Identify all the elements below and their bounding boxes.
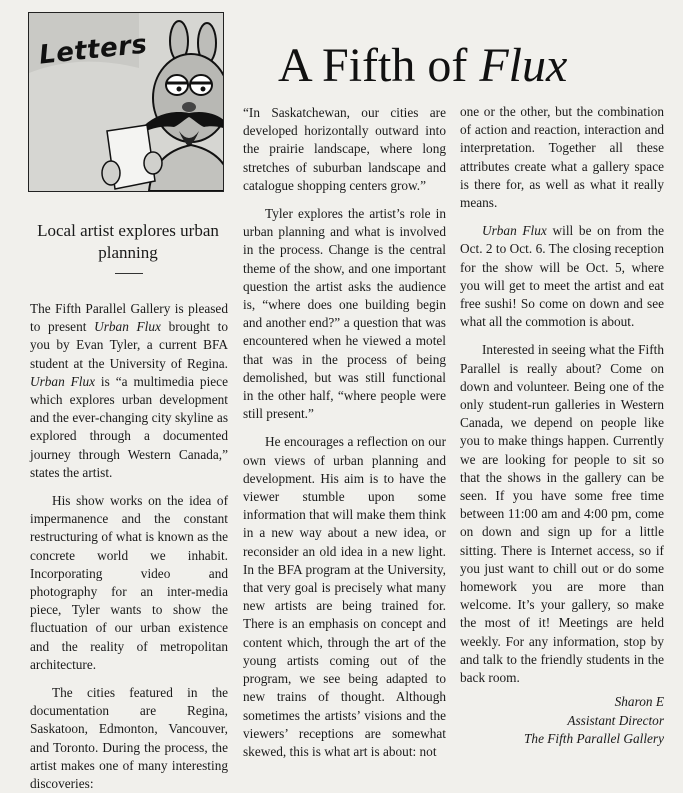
paragraph: The cities featured in the documentation are Regina, Saskatoon, Edmonton, Vancouver, and Toronto. During the process, the artist makes one of many interesting discoveries: bbox=[30, 685, 228, 792]
column-1 bbox=[30, 300, 228, 793]
signature-block bbox=[460, 693, 664, 748]
column-2 bbox=[243, 104, 446, 761]
headline-prefix: A Fifth of bbox=[278, 39, 480, 92]
paragraph: He encourages a reflection on our own views of urban planning and development. His aim is to have the viewer stumble upon some information that will make them think in a new way about a new idea, or reconsider an old idea in a new light. In the BFA program at the University, that very goal is precisely what many new artists are being trained for. There is an emphasis on concept and content which, through the art of the young artists coming out of the program, we see being adapted to new trains of thought. Although sometimes the artists’ visions and the viewers’ receptions are somewhat skewed, this is what art is about: not bbox=[243, 434, 446, 759]
paragraph: one or the other, but the combination of action and reaction, interaction and interpretation. Together all these attributes create what a gallery space is there for, as well as what it really means. bbox=[460, 104, 664, 211]
signature-title: Assistant Director bbox=[567, 712, 664, 728]
headline bbox=[278, 38, 567, 94]
paragraph: Interested in seeing what the Fifth Parallel is really about? Come on down and volunteer. Being one of the only student-run galleries in Western Canada, we depend on people like you to make things happen. Currently we are looking for people to sit so that the shows in the gallery can be seen. If you have some free time between 11:00 am and 4:00 pm, come on down and sign up for a little sitting. There is Internet access, so if you just want to chill out or do some homework you are more than welcome. It’s your gallery, so make the most of it! Meetings are held weekly. For any information, stop by and talk to the friendly students in the back room. bbox=[460, 342, 664, 686]
signature-name: Sharon E bbox=[614, 694, 664, 710]
paragraph: The Fifth Parallel Gallery is pleased to present Urban Flux brought to you by Evan Tyler, a current BFA student at the University of Regina. Urban Flux is “a multimedia piece which explores urban development and the ever-changing city skyline as explored through a documented journey through Western Canada,” states the artist. bbox=[30, 301, 228, 480]
paragraph: His show works on the idea of impermanence and the constant restructuring of what is known as the concrete world we inhabit. Incorporating video and photography for an inter-media piece, Tyler wants to show the fluctuation of our urban existence and the reality of metropolitan architecture. bbox=[30, 493, 228, 672]
paragraph: “In Saskatchewan, our cities are developed horizontally outward into the prairie landscape, where long stretches of suburban landscape and catalogue shopping centers grow.” bbox=[243, 105, 446, 193]
paragraph: Tyler explores the artist’s role in urban planning and what is involved in the process. Change is the central theme of the show, and one important question the artist asks the audience is, “where does one building begin and another end?” a question that was encountered when he viewed a motel that was in the process of being demolished, but was still functional in the other half, “where people were still present.” bbox=[243, 206, 446, 422]
headline-emphasis: Flux bbox=[479, 39, 568, 92]
letters-label: Letters bbox=[37, 29, 149, 71]
subheadline: Local artist explores urban planning bbox=[37, 221, 219, 262]
signature-organization: The Fifth Parallel Gallery bbox=[524, 730, 664, 746]
paragraph: Urban Flux will be on from the Oct. 2 to Oct. 6. The closing reception for the show will be Oct. 5, where you will get to meet the artist and eat free sushi! So come on down and see what all the commotion is about. bbox=[460, 223, 664, 330]
subhead-divider bbox=[115, 273, 143, 274]
letters-cartoon bbox=[28, 12, 224, 192]
column-3 bbox=[460, 103, 664, 748]
